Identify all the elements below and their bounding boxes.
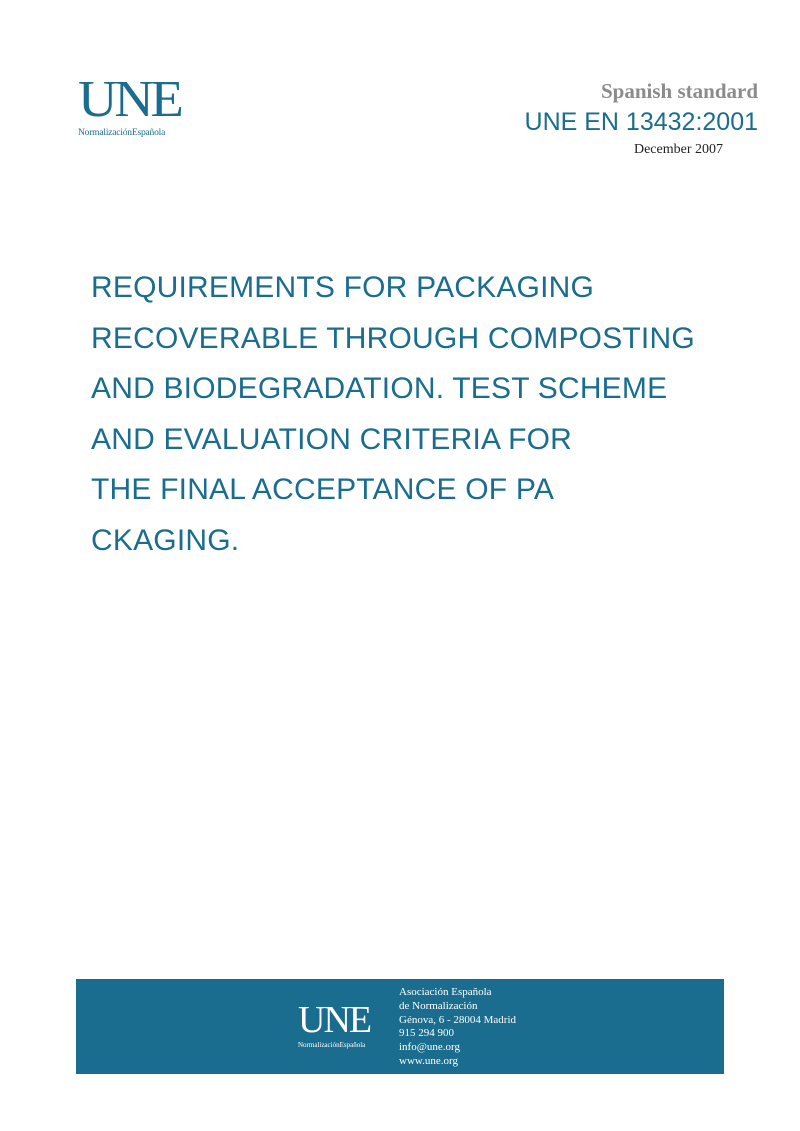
logo-subtitle-a: Normalización bbox=[78, 128, 132, 138]
street-address: Génova, 6 - 28004 Madrid bbox=[399, 1013, 517, 1026]
email-link[interactable]: info@une.org bbox=[399, 1041, 460, 1054]
logo-subtitle bbox=[78, 128, 198, 138]
title-line: AND BIODEGRADATION. TEST SCHEME bbox=[91, 372, 668, 405]
organization-name-cont: de Normalización bbox=[399, 999, 478, 1012]
title-line: AND EVALUATION CRITERIA FOR bbox=[91, 422, 573, 456]
footer-banner bbox=[76, 979, 724, 1074]
footer-logo-subtitle-a: Normalización bbox=[298, 1041, 340, 1049]
standard-kind: Spanish standard bbox=[601, 79, 758, 103]
logo-mark: UNE bbox=[78, 71, 181, 128]
footer-address bbox=[399, 986, 516, 1069]
title-line: CKAGING. bbox=[91, 523, 240, 557]
standard-code: UNE EN 13432:2001 bbox=[524, 108, 758, 136]
phone-number: 915 294 900 bbox=[399, 1027, 454, 1040]
standard-header bbox=[525, 78, 758, 158]
footer-logo-mark: UNE bbox=[298, 999, 371, 1041]
logo-subtitle-b: Española bbox=[131, 128, 166, 138]
website-link[interactable]: www.une.org bbox=[399, 1054, 458, 1067]
title-line: RECOVERABLE THROUGH COMPOSTING bbox=[91, 321, 695, 355]
footer-logo bbox=[298, 1000, 388, 1049]
footer-logo-subtitle-b: Española bbox=[339, 1041, 366, 1049]
organization-name: Asociación Española bbox=[399, 986, 492, 998]
title-line: THE FINAL ACCEPTANCE OF PA bbox=[91, 473, 555, 506]
footer-logo-subtitle bbox=[298, 1041, 388, 1049]
title-line: REQUIREMENTS FOR PACKAGING bbox=[91, 271, 595, 304]
standard-date: December 2007 bbox=[633, 142, 723, 157]
document-title bbox=[91, 263, 781, 566]
une-logo bbox=[78, 71, 198, 138]
